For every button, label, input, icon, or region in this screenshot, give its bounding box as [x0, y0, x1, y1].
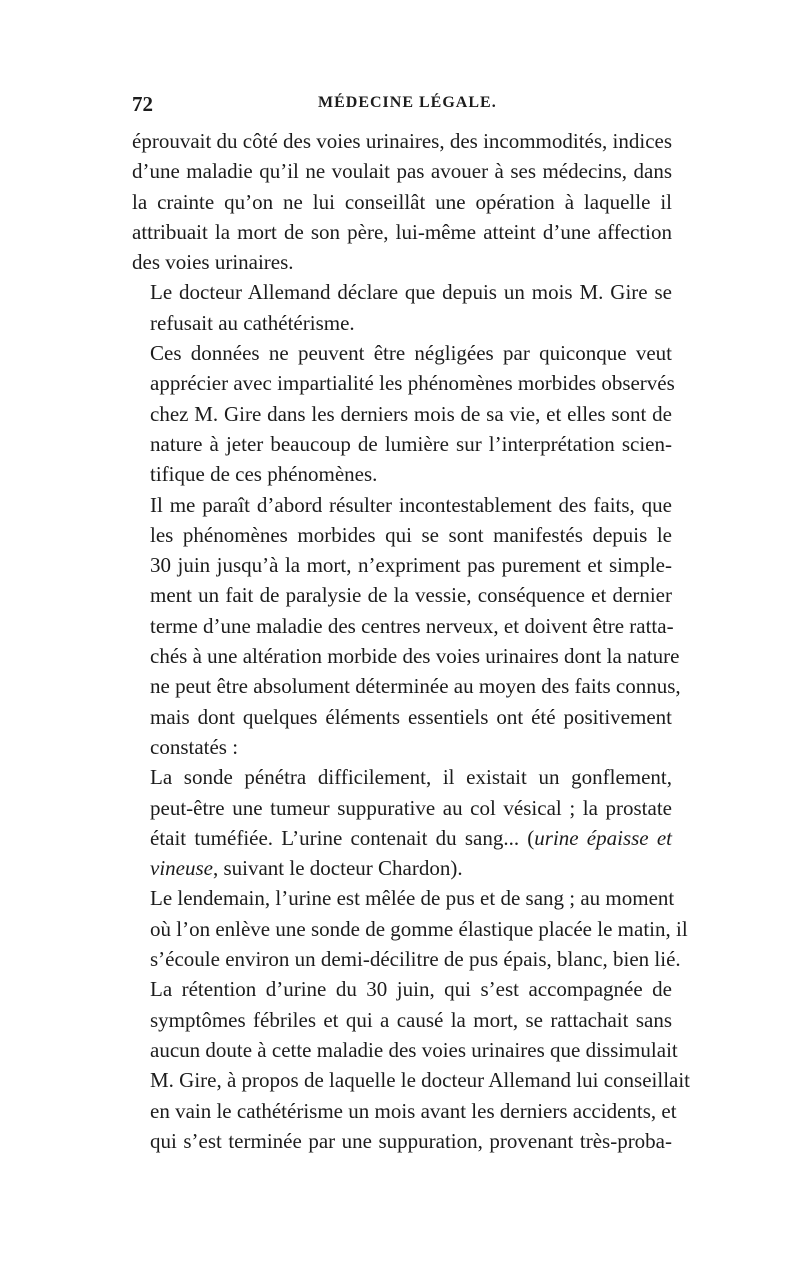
text-line: ment un fait de paralysie de la vessie, conséquence et dernier — [150, 583, 672, 608]
text-line: Ces données ne peuvent être négligées par quiconque veut — [150, 341, 672, 366]
text-line: d’une maladie qu’il ne voulait pas avouer à ses médecins, dans — [132, 159, 672, 184]
running-head — [132, 92, 672, 126]
text-line: éprouvait du côté des voies urinaires, des incommodités, indices — [132, 129, 673, 153]
text-line: terme d’une maladie des centres nerveux, et doivent être ratta- — [150, 613, 674, 638]
paragraph — [132, 126, 672, 277]
text-line: Le lendemain, l’urine est mêlée de pus et de sang ; au moment — [150, 886, 675, 911]
text-line: refusait au cathétérisme. — [150, 310, 355, 335]
text-line: 30 juin jusqu’à la mort, n’expriment pas purement et simple- — [150, 553, 672, 578]
paragraph — [132, 762, 672, 883]
paragraph — [132, 490, 681, 763]
text-line: les phénomènes morbides qui se sont manifestés depuis le — [150, 522, 672, 547]
text-line: vineuse, suivant le docteur Chardon). — [150, 856, 463, 881]
text-line: qui s’est terminée par une suppuration, provenant très-proba- — [150, 1128, 672, 1153]
text-line: la crainte qu’on ne lui conseillât une opération à laquelle il — [132, 189, 672, 214]
text-line: ne peut être absolument déterminée au moyen des faits connus, — [150, 674, 681, 699]
text-line: apprécier avec impartialité les phénomènes morbides observés — [150, 371, 675, 396]
running-title: MÉDECINE LÉGALE. — [318, 94, 497, 111]
book-page — [132, 92, 691, 1156]
paragraph — [132, 277, 672, 338]
text-line: tifique de ces phénomènes. — [150, 462, 378, 487]
text-line: La rétention d’urine du 30 juin, qui s’est accompagnée de — [150, 977, 672, 1002]
paragraph — [132, 338, 675, 489]
text-line: était tuméfiée. L’urine contenait du sang... (urine épaisse et — [150, 825, 672, 850]
text-line: attribuait la mort de son père, lui-même atteint d’une affection — [132, 219, 672, 244]
text-line: aucun doute à cette maladie des voies urinaires que dissimulait — [150, 1037, 678, 1062]
text-line: La sonde pénétra difficilement, il existait un gonflement, — [150, 765, 672, 790]
text-line: symptômes fébriles et qui a causé la mort, se rattachait sans — [150, 1007, 672, 1032]
paragraph — [132, 883, 688, 974]
text-line: chez M. Gire dans les derniers mois de sa vie, et elles sont de — [150, 401, 672, 426]
text-line: chés à une altération morbide des voies urinaires dont la nature — [150, 644, 680, 669]
text-line: Le docteur Allemand déclare que depuis un mois M. Gire se — [150, 280, 672, 305]
paragraph — [132, 974, 691, 1156]
italic-quote: urine épaisse et — [534, 825, 672, 850]
body-text — [132, 126, 691, 1156]
text-line: M. Gire, à propos de laquelle le docteur Allemand lui conseillait — [150, 1068, 691, 1093]
text-line: en vain le cathétérisme un mois avant les derniers accidents, et — [150, 1098, 677, 1123]
italic-quote: vineuse — [150, 856, 213, 881]
text-line: où l’on enlève une sonde de gomme élastique placée le matin, il — [150, 916, 688, 941]
text-line: s’écoule environ un demi-décilitre de pus épais, blanc, bien lié. — [150, 947, 681, 972]
text-line: Il me paraît d’abord résulter incontestablement des faits, que — [150, 492, 672, 517]
text-line: mais dont quelques éléments essentiels ont été positivement — [150, 704, 672, 729]
text-line: peut-être une tumeur suppurative au col vésical ; la prostate — [150, 795, 672, 820]
text-line: constatés : — [150, 734, 239, 759]
page-number: 72 — [132, 92, 153, 116]
text-line: des voies urinaires. — [132, 250, 294, 275]
text-line: nature à jeter beaucoup de lumière sur l’interprétation scien- — [150, 431, 672, 456]
